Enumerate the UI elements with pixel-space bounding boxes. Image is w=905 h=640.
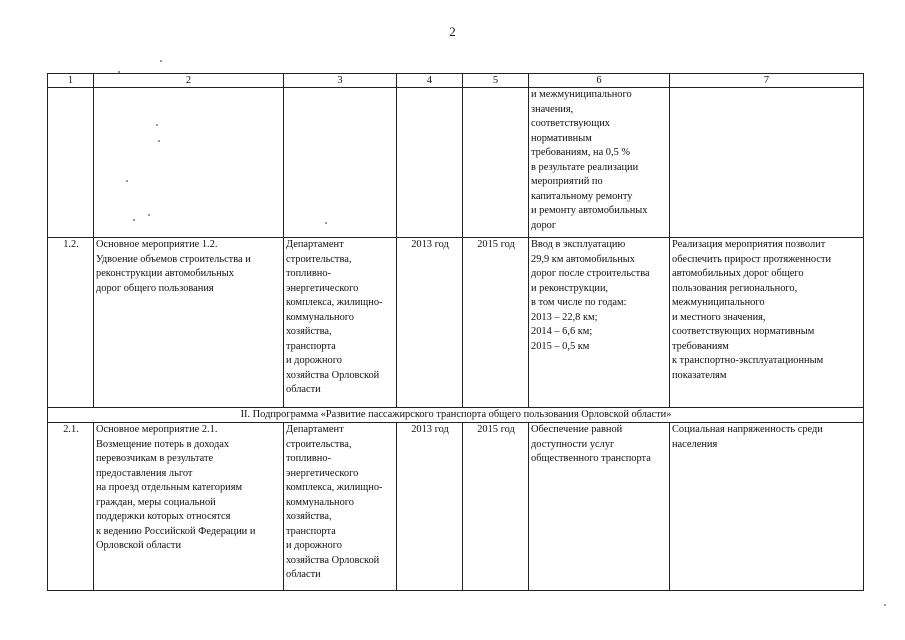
effect-cell: Социальная напряженность среди населения	[670, 423, 864, 591]
column-header-6: 6	[529, 74, 670, 88]
program-table	[47, 73, 864, 591]
page-number: 2	[449, 24, 456, 39]
end-year-cell: 2015 год	[463, 423, 529, 591]
result-cell: и межмуниципального значения, соответствующих нормативным требованиям, на 0,5 % в результате реализации мероприятий по капитальному ремонту и ремонту автомобильных дорог	[529, 88, 670, 238]
start-year-cell: 2013 год	[397, 238, 463, 408]
table-cell	[48, 88, 94, 238]
table-row-2-1	[48, 423, 864, 591]
end-year-cell: 2015 год	[463, 238, 529, 408]
table-row-1-2	[48, 238, 864, 408]
table-cell	[670, 88, 864, 238]
column-header-3: 3	[284, 74, 397, 88]
executor-cell: Департамент строительства, топливно- энергетического комплекса, жилищно- коммунального хозяйства, транспорта и дорожного хозяйства Орловской области	[284, 423, 397, 591]
table-cell	[94, 88, 284, 238]
column-header-4: 4	[397, 74, 463, 88]
column-header-1: 1	[48, 74, 94, 88]
column-header-2: 2	[94, 74, 284, 88]
table-cell	[284, 88, 397, 238]
activity-cell: Основное мероприятие 2.1. Возмещение потерь в доходах перевозчикам в результате предоставления льгот на проезд отдельным категориям граждан, меры социальной поддержки которых относятся к ведению Российской Федерации и Орловской области	[94, 423, 284, 591]
table-row-continuation	[48, 88, 864, 238]
start-year-cell: 2013 год	[397, 423, 463, 591]
table-cell	[463, 88, 529, 238]
column-header-5: 5	[463, 74, 529, 88]
activity-cell: Основное мероприятие 1.2. Удвоение объемов строительства и реконструкции автомобильных дорог общего пользования	[94, 238, 284, 408]
column-header-7: 7	[670, 74, 864, 88]
subprogram-title: II. Подпрограмма «Развитие пассажирского транспорта общего пользования Орловской области»	[48, 408, 864, 423]
executor-cell: Департамент строительства, топливно- энергетического комплекса, жилищно- коммунального хозяйства, транспорта и дорожного хозяйства Орловской области	[284, 238, 397, 408]
table-cell	[397, 88, 463, 238]
table-header-row	[48, 74, 864, 88]
result-cell: Ввод в эксплуатацию 29,9 км автомобильных дорог после строительства и реконструкции, в том числе по годам: 2013 – 22,8 км; 2014 – 6,6 км; 2015 – 0,5 км	[529, 238, 670, 408]
row-number: 2.1.	[48, 423, 94, 591]
section-row	[48, 408, 864, 423]
row-number: 1.2.	[48, 238, 94, 408]
result-cell: Обеспечение равной доступности услуг общественного транспорта	[529, 423, 670, 591]
effect-cell: Реализация мероприятия позволит обеспечить прирост протяженности автомобильных дорог общего пользования регионального, межмуниципального и местного значения, соответствующих нормативным требованиям к транспортно-эксплуатационным показателям	[670, 238, 864, 408]
